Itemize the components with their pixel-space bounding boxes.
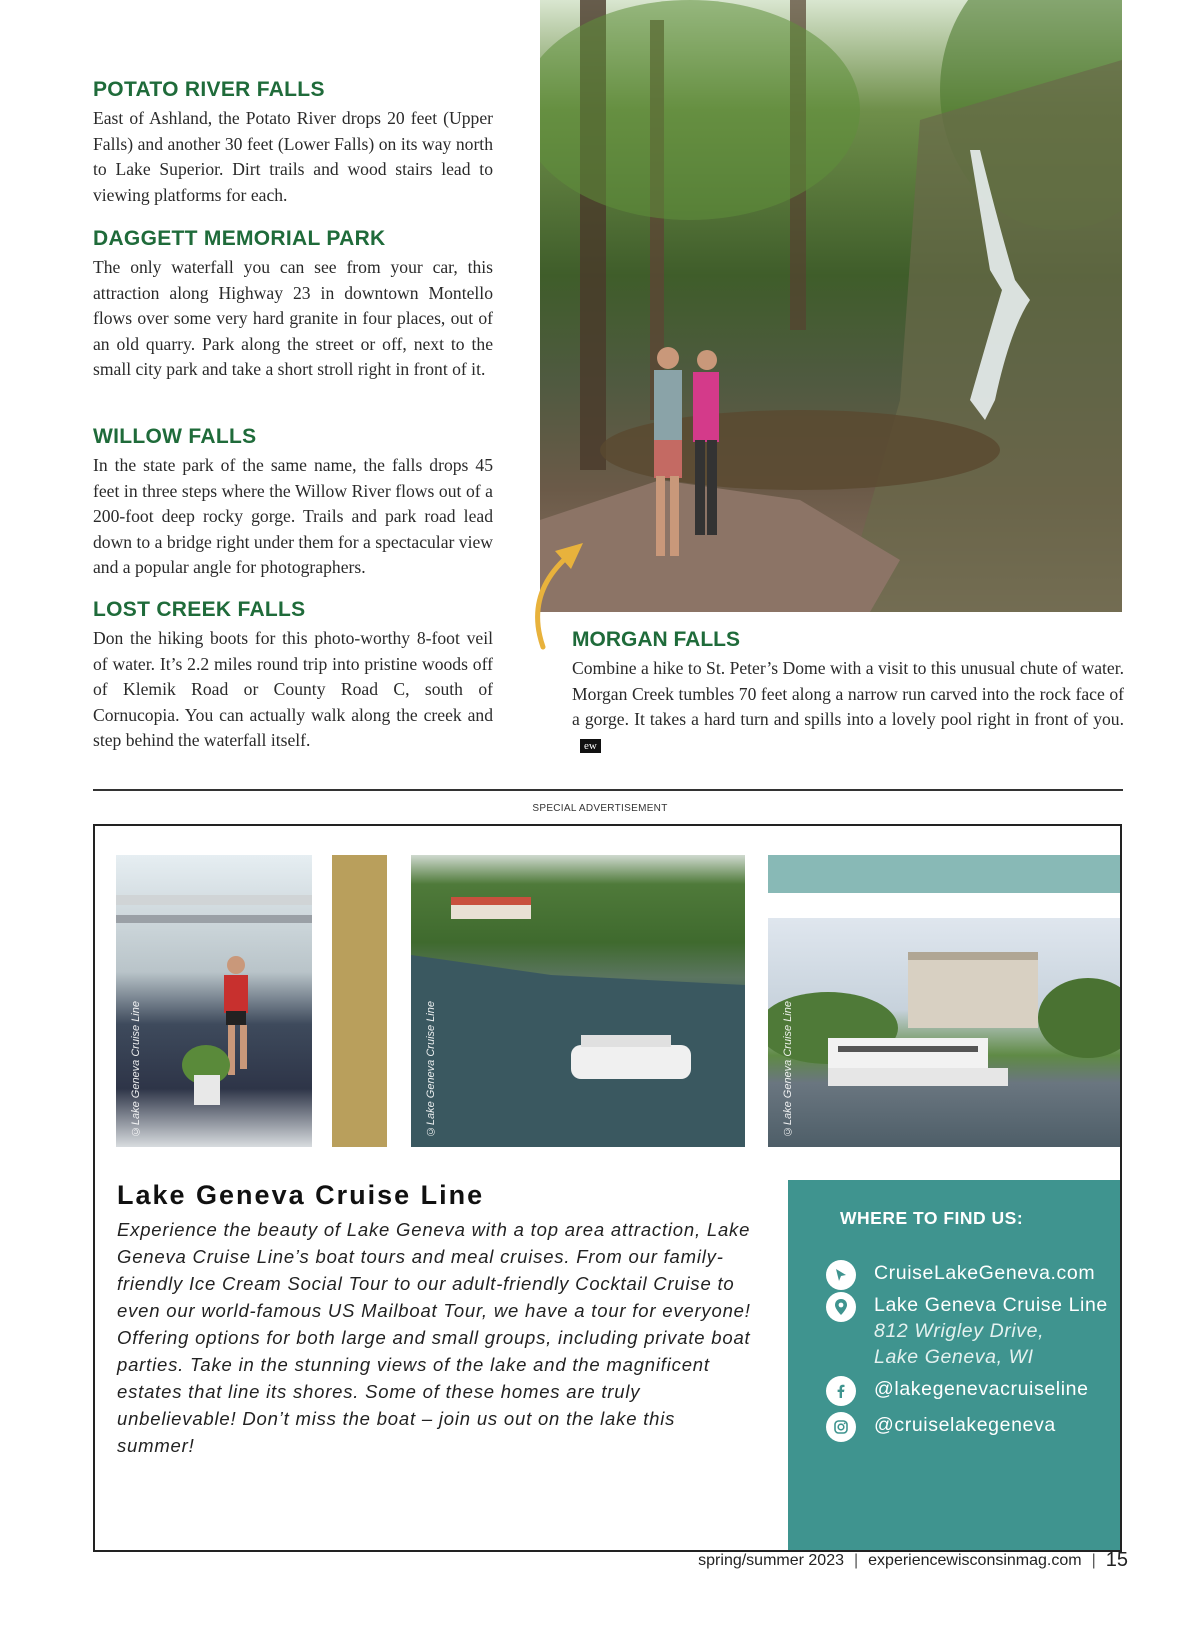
article-body: Don the hiking boots for this photo-worthy 8-foot veil of water. It’s 2.2 miles round trip into pristine woods off of Klemik Road or County Road C, south of Cornucopia. You can actually walk along the creek and step behind the waterfall itself.	[93, 628, 493, 750]
site-url[interactable]: experiencewisconsinmag.com	[868, 1552, 1082, 1569]
article-body-text: Combine a hike to St. Peter’s Dome with a visit to this unusual chute of water. Morgan Creek tumbles 70 feet along a narrow run carved into the rock face of a gorge. It takes a hard turn and spills into a lovely pool right in front of you.	[572, 658, 1124, 729]
article-title: DAGGETT MEMORIAL PARK	[93, 227, 386, 250]
location-row	[826, 1292, 1108, 1370]
page-footer	[698, 1549, 1128, 1572]
advertisement-box	[93, 824, 1122, 1552]
ad-photo-aerial-lake	[411, 855, 745, 1147]
facebook-handle[interactable]: @lakegenevacruiseline	[874, 1378, 1089, 1400]
article-body: The only waterfall you can see from your car, this attraction along Highway 23 in downtown Montello flows over some very hard granite in four places, out of an old quarry. Park along the street or off, next to the small city park and take a short stroll right in front of it.	[93, 257, 493, 379]
where-to-find-us-panel	[788, 1180, 1122, 1552]
footer-separator: |	[1091, 1552, 1096, 1569]
ad-photo-deck	[116, 855, 312, 1147]
instagram-icon	[826, 1412, 856, 1442]
article-title: WILLOW FALLS	[93, 425, 257, 448]
issue-label: spring/summer 2023	[698, 1552, 844, 1569]
location-block	[874, 1292, 1108, 1370]
map-pin-icon	[826, 1292, 856, 1322]
ad-body: Experience the beauty of Lake Geneva with a top area attraction, Lake Geneva Cruise Line’s boat tours and meal cruises. From our family-friendly Ice Cream Social Tour to our adult-friendly Cocktail Cruise to even our world-famous US Mailboat Tour, we have a tour for everyone! Offering options for both large and small groups, including private boat parties. Take in the stunning views of the lake and the magnificent estates that line its shores. Some of these homes are truly unbelievable! Don’t miss the boat – join us out on the lake this summer!	[117, 1219, 751, 1456]
facebook-icon	[826, 1376, 856, 1406]
teal-accent-bar	[768, 855, 1122, 893]
ad-photo-aerial-lake-art	[411, 855, 745, 1147]
website-link[interactable]: CruiseLakeGeneva.com	[874, 1262, 1096, 1284]
instagram-row[interactable]	[826, 1412, 1056, 1442]
ad-photo-mansion-boat	[768, 918, 1122, 1147]
cursor-icon	[826, 1260, 856, 1290]
location-name: Lake Geneva Cruise Line	[874, 1294, 1108, 1316]
gold-accent-bar	[332, 855, 387, 1147]
article-title: MORGAN FALLS	[572, 628, 740, 651]
photo-credit: ©Lake Geneva Cruise Line	[425, 1000, 437, 1137]
article-title: POTATO RIVER FALLS	[93, 78, 325, 101]
article-willow-falls	[93, 425, 493, 581]
address-line-1: 812 Wrigley Drive,	[874, 1320, 1045, 1342]
ad-label: SPECIAL ADVERTISEMENT	[532, 803, 668, 814]
article-title: LOST CREEK FALLS	[93, 598, 306, 621]
ad-photo-mansion-boat-art	[768, 918, 1122, 1147]
ad-title: Lake Geneva Cruise Line	[117, 1180, 485, 1210]
article-lost-creek-falls	[93, 598, 493, 754]
find-us-heading: WHERE TO FIND US:	[840, 1208, 1024, 1228]
address-line-2: Lake Geneva, WI	[874, 1346, 1034, 1368]
article-body	[572, 656, 1124, 758]
waterfall-photo-art	[540, 0, 1122, 612]
facebook-row[interactable]	[826, 1376, 1089, 1406]
footer-separator: |	[854, 1552, 859, 1569]
instagram-handle[interactable]: @cruiselakegeneva	[874, 1414, 1056, 1436]
photo-credit: ©Lake Geneva Cruise Line	[130, 1000, 142, 1137]
article-potato-river-falls	[93, 78, 493, 208]
article-daggett-memorial-park	[93, 227, 493, 383]
page-number: 15	[1105, 1549, 1128, 1571]
article-body: East of Ashland, the Potato River drops 20 feet (Upper Falls) and another 30 feet (Lower Falls) on its way north to Lake Superior. Dirt trails and wood stairs lead to viewing platforms for each.	[93, 108, 493, 205]
article-morgan-falls	[572, 628, 1124, 758]
website-row[interactable]	[826, 1260, 1095, 1290]
photo-credit: ©Lake Geneva Cruise Line	[782, 1000, 794, 1137]
ad-photo-deck-art	[116, 855, 312, 1147]
end-mark: ew	[580, 739, 601, 753]
waterfall-photo	[540, 0, 1122, 612]
section-divider	[93, 789, 1123, 791]
article-body: In the state park of the same name, the falls drops 45 feet in three steps where the Willow River flows out of a 200-foot deep rocky gorge. Trails and park road lead down to a bridge right under them for a spectacular view and a popular angle for photographers.	[93, 455, 493, 577]
